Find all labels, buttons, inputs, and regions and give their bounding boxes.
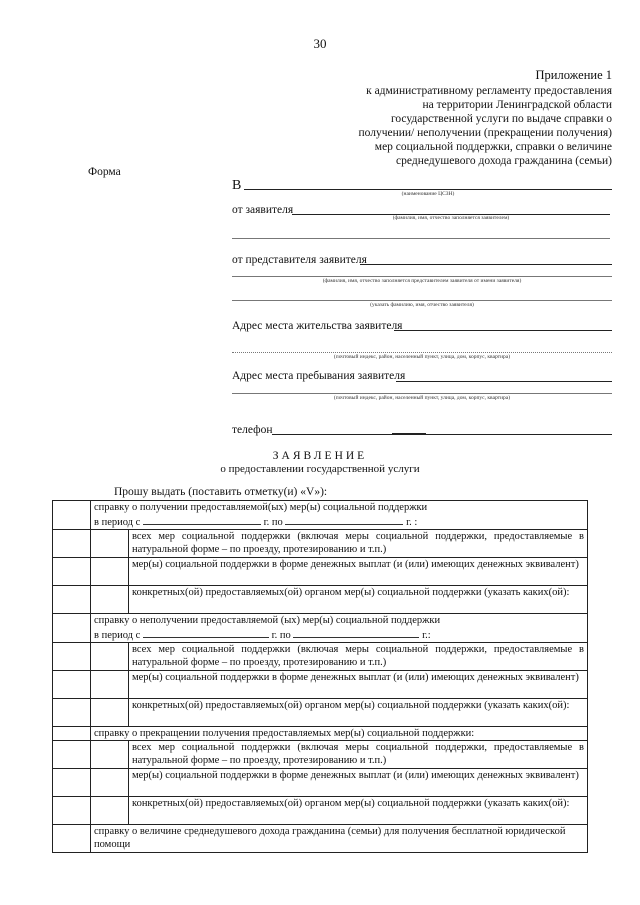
section-row <box>53 825 588 853</box>
period-from-field[interactable] <box>143 627 269 638</box>
option-row <box>53 797 588 825</box>
statement-title: ЗАЯВЛЕНИЕ <box>272 450 368 462</box>
indent-cell <box>53 797 91 825</box>
option-text: всех мер социальной поддержки (включая меры социальной поддержки, предоставляемые в натуральной форме – по проезду, протезированию и т.п.) <box>129 530 588 558</box>
appendix-line: среднедушевого дохода гражданина (семьи) <box>396 155 612 167</box>
option-text: всех мер социальной поддержки (включая меры социальной поддержки, предоставляемые в натуральной форме – по проезду, протезированию и т.п.) <box>129 643 588 671</box>
option-checkbox[interactable] <box>91 530 129 558</box>
residence-field[interactable] <box>394 330 612 331</box>
option-text: всех мер социальной поддержки (включая меры социальной поддержки, предоставляемые в натуральной форме – по проезду, протезированию и т.п.) <box>129 741 588 769</box>
option-checkbox[interactable] <box>91 741 129 769</box>
residence-field-extra[interactable] <box>232 352 612 353</box>
appendix-line: к административному регламенту предоставления <box>366 85 612 97</box>
appendix-line: на территории Ленинградской области <box>422 99 612 111</box>
option-text: мер(ы) социальной поддержки в форме денежных выплат (и (или) имеющих денежных эквивалент) <box>129 558 588 586</box>
section-title: справку о неполучении предоставляемой (ых) мер(ы) социальной поддержки <box>94 615 441 626</box>
option-row <box>53 530 588 558</box>
form-label: Форма <box>88 166 121 178</box>
statement-subtitle: о предоставлении государственной услуги <box>220 463 420 475</box>
option-row <box>53 643 588 671</box>
recipient-caption: (наименование ЦСЗН) <box>401 191 455 197</box>
option-checkbox[interactable] <box>91 558 129 586</box>
option-row <box>53 671 588 699</box>
options-table <box>52 500 588 853</box>
period-to-field[interactable] <box>285 514 403 525</box>
applicant-name-by-representative-field[interactable] <box>232 300 612 301</box>
page-number: 30 <box>313 36 327 51</box>
option-text: конкретных(ой) предоставляемых(ой) органом мер(ы) социальной поддержки (указать каких(ой): <box>129 586 588 614</box>
applicant-caption: (фамилия, имя, отчество заполняется заявителем) <box>392 215 510 221</box>
indent-cell <box>53 643 91 671</box>
period-mid: г. по <box>271 630 291 641</box>
period-mid: г. по <box>263 517 283 528</box>
section-title: справку о получении предоставляемой(ых) мер(ы) социальной поддержки <box>94 502 428 513</box>
applicant-field-extra[interactable] <box>232 238 610 239</box>
appendix-line: государственной услуги по выдаче справки о <box>390 113 612 125</box>
section-title: справку о прекращении получения предоставляемых мер(ы) социальной поддержки: <box>91 727 588 741</box>
section-row <box>53 501 588 530</box>
period-end: г.: <box>422 630 431 641</box>
stay-field-extra[interactable] <box>232 393 612 394</box>
option-checkbox[interactable] <box>91 643 129 671</box>
appendix-title: Приложение 1 <box>535 68 612 82</box>
option-text: конкретных(ой) предоставляемых(ой) органом мер(ы) социальной поддержки (указать каких(ой): <box>129 797 588 825</box>
residence-label: Адрес места жительства заявителя <box>232 320 403 332</box>
representative-field-extra[interactable] <box>232 276 612 277</box>
option-checkbox[interactable] <box>91 699 129 727</box>
indent-cell <box>53 558 91 586</box>
option-row <box>53 586 588 614</box>
representative-field[interactable] <box>360 264 612 265</box>
phone-field[interactable] <box>272 434 612 435</box>
option-checkbox[interactable] <box>91 769 129 797</box>
option-row <box>53 699 588 727</box>
indent-cell <box>53 586 91 614</box>
indent-cell <box>53 699 91 727</box>
stay-caption: (почтовый индекс, район, населенный пункт, улица, дом, корпус, квартира) <box>333 395 511 401</box>
statement-intro: Прошу выдать (поставить отметку(и) «V»): <box>114 486 328 498</box>
recipient-field[interactable] <box>244 189 612 190</box>
stay-label: Адрес места пребывания заявителя <box>232 370 406 382</box>
period-end: г. : <box>406 517 418 528</box>
section-period <box>94 627 584 642</box>
phone-underline-mark <box>392 433 426 435</box>
appendix-line: мер социальной поддержки, справки о величине <box>374 141 612 153</box>
representative-label: от представителя заявителя <box>232 254 367 266</box>
option-text: мер(ы) социальной поддержки в форме денежных выплат (и (или) имеющих денежных эквивалент) <box>129 769 588 797</box>
phone-label: телефон <box>232 424 273 436</box>
applicant-label: от заявителя <box>232 204 294 216</box>
option-row <box>53 769 588 797</box>
option-row <box>53 741 588 769</box>
applicant-name-caption: (указать фамилию, имя, отчество заявителя) <box>370 302 474 308</box>
option-checkbox[interactable] <box>91 797 129 825</box>
section-cell <box>91 501 588 530</box>
stay-field[interactable] <box>396 381 612 382</box>
representative-caption: (фамилия, имя, отчество заполняется представителем заявителя от имени заявителя) <box>322 278 522 284</box>
indent-cell <box>53 530 91 558</box>
period-from-field[interactable] <box>143 514 261 525</box>
period-to-field[interactable] <box>293 627 419 638</box>
indent-cell <box>53 741 91 769</box>
appendix-line: получении/ неполучении (прекращении получения) <box>358 127 612 139</box>
option-checkbox[interactable] <box>91 586 129 614</box>
section-row <box>53 614 588 643</box>
option-text: мер(ы) социальной поддержки в форме денежных выплат (и (или) имеющих денежных эквивалент) <box>129 671 588 699</box>
section-checkbox[interactable] <box>53 727 91 741</box>
period-prefix: в период с <box>94 630 141 641</box>
recipient-letter: В <box>232 178 242 193</box>
section-title: справку о величине среднедушевого дохода гражданина (семьи) для получения бесплатной юридической помощи <box>91 825 588 853</box>
section-cell <box>91 614 588 643</box>
section-row <box>53 727 588 741</box>
option-checkbox[interactable] <box>91 671 129 699</box>
appendix-block <box>292 68 612 168</box>
section-period <box>94 514 584 529</box>
indent-cell <box>53 769 91 797</box>
section-checkbox[interactable] <box>53 501 91 530</box>
indent-cell <box>53 671 91 699</box>
period-prefix: в период с <box>94 517 141 528</box>
option-row <box>53 558 588 586</box>
section-checkbox[interactable] <box>53 825 91 853</box>
residence-caption: (почтовый индекс, район, населенный пункт, улица, дом, корпус, квартира) <box>333 354 511 360</box>
section-checkbox[interactable] <box>53 614 91 643</box>
option-text: конкретных(ой) предоставляемых(ой) органом мер(ы) социальной поддержки (указать каких(ой): <box>129 699 588 727</box>
